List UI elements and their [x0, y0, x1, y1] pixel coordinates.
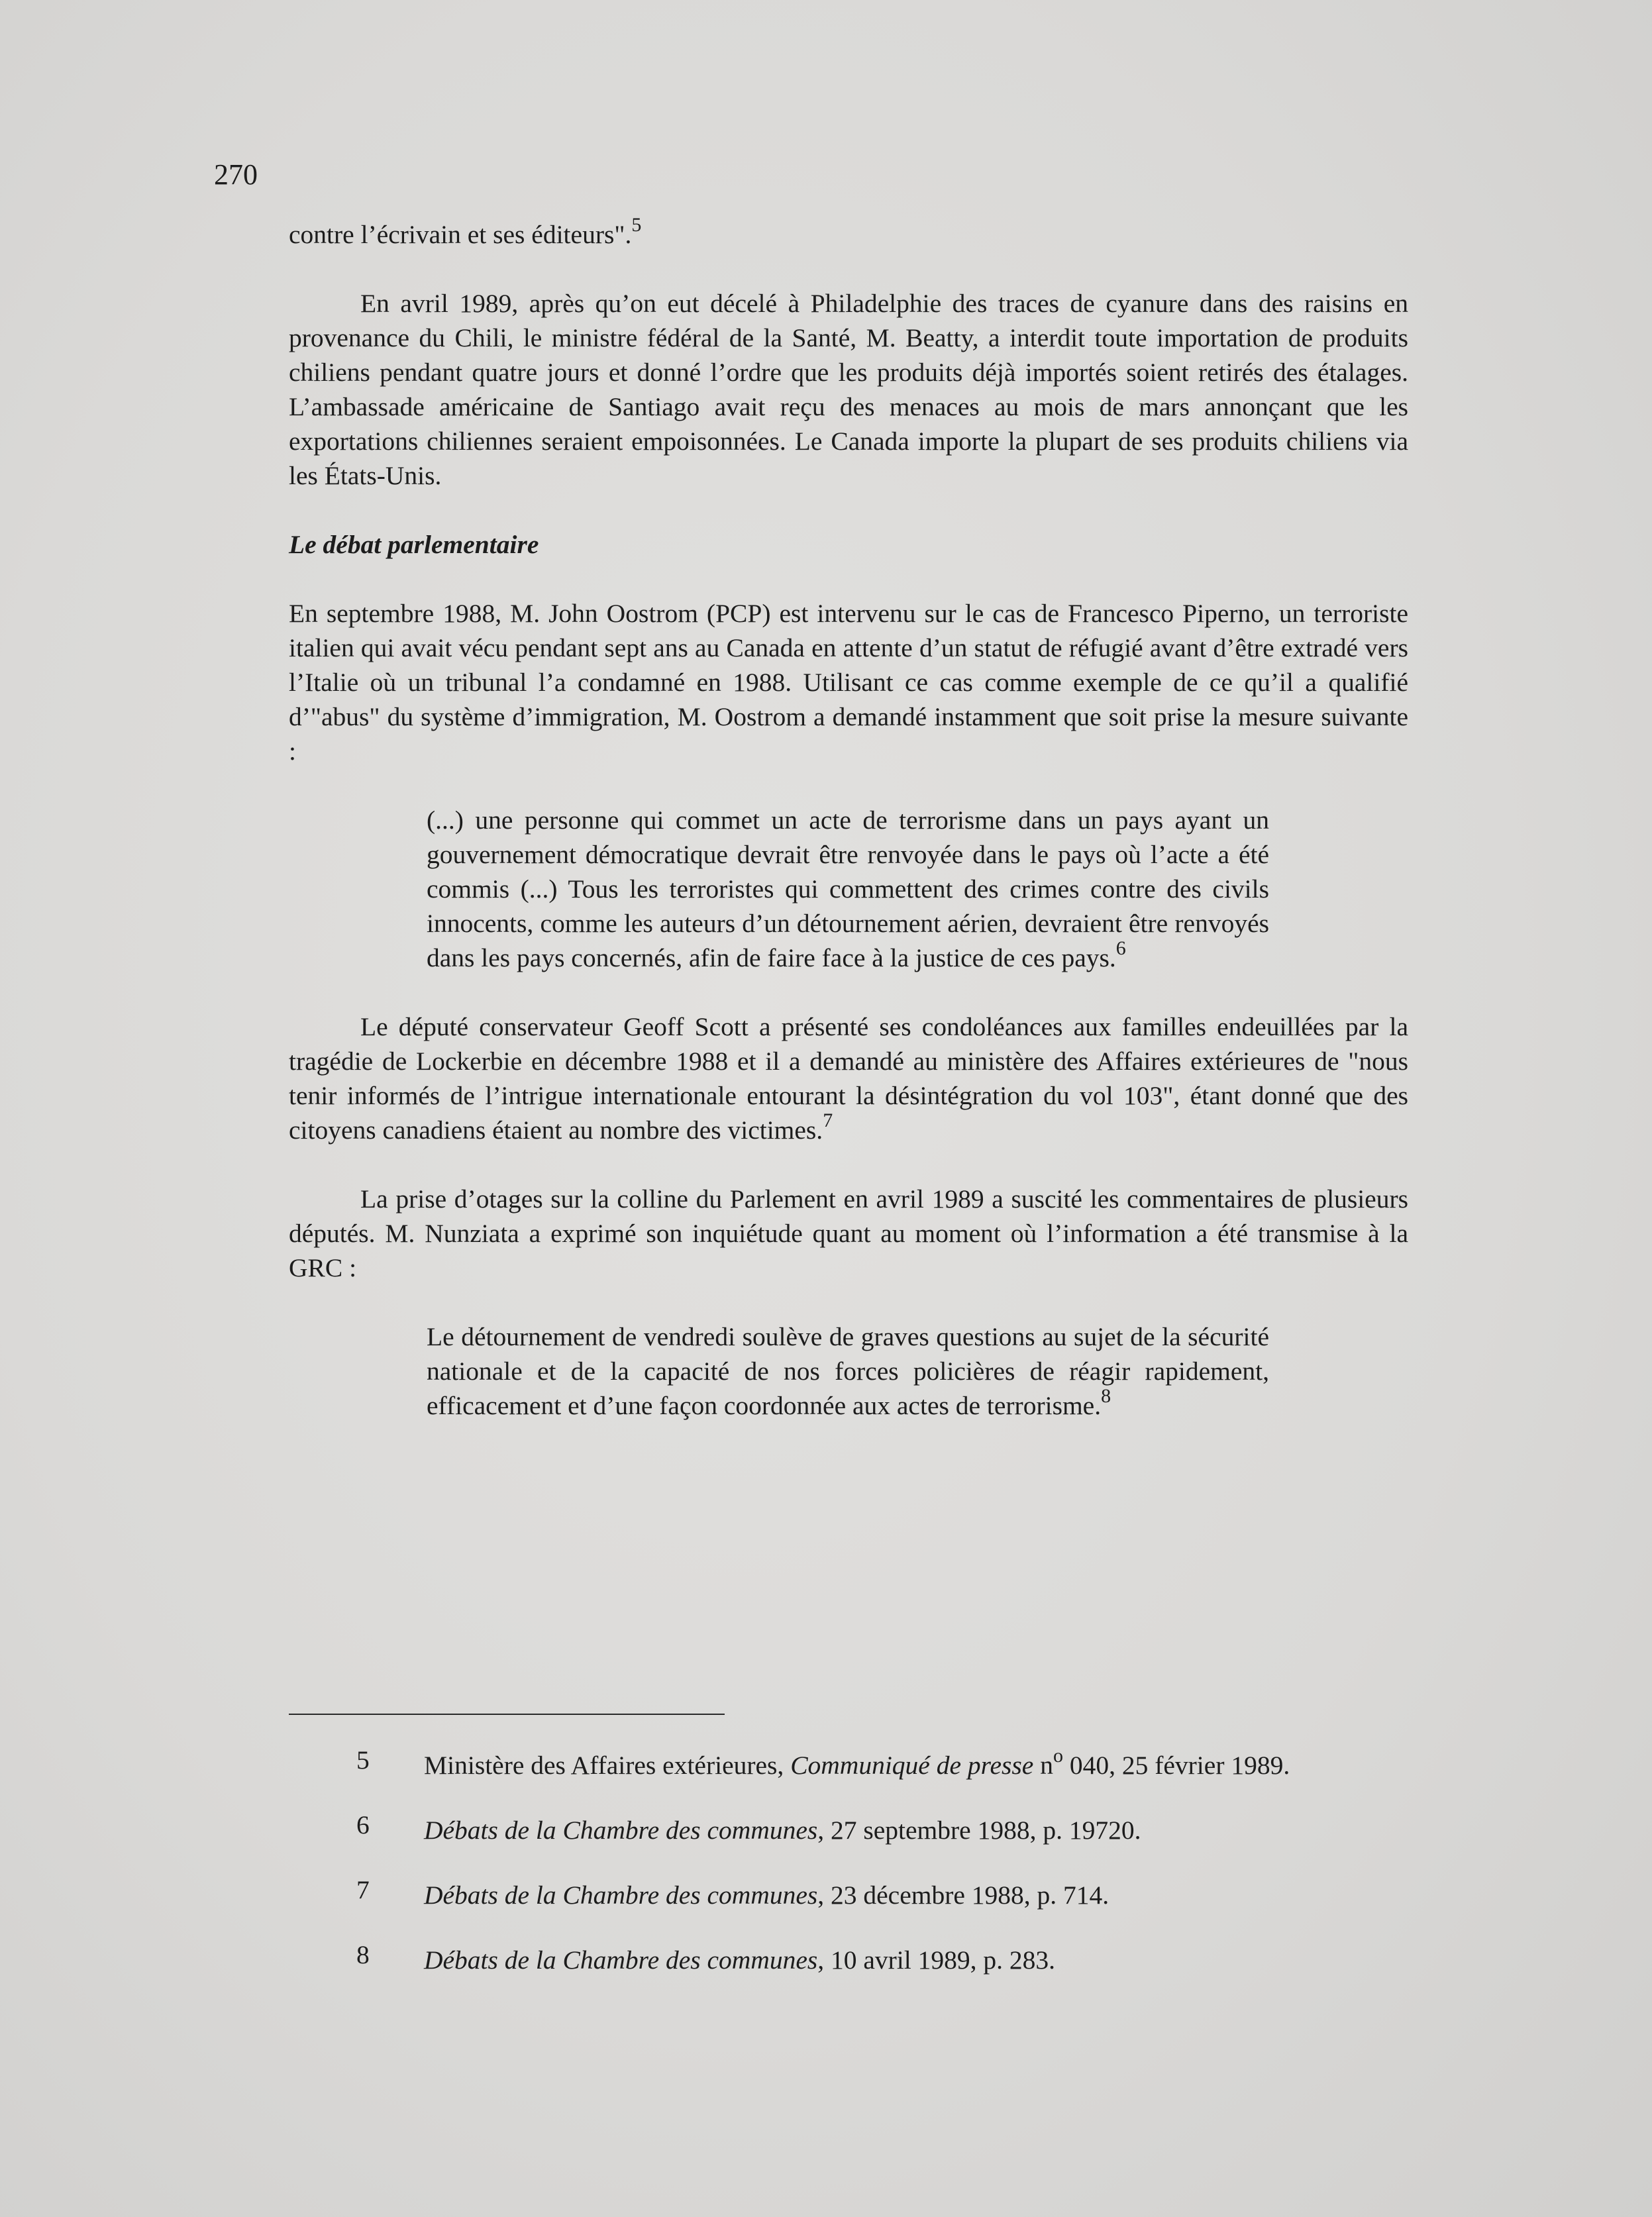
paragraph-cyanide: En avril 1989, après qu’on eut décelé à Philadelphie des traces de cyanure dans des raisins en provenance du Chili, le ministre fédéral de la Santé, M. Beatty, a interdit toute importation de produits chiliens pendant quatre jours et donné l’ordre que les produits déjà importés soient retirés des étalages. L’ambassade américaine de Santiago avait reçu des menaces au mois de mars annonçant que les exportations chiliennes seraient empoisonnées. Le Canada importe la plupart de ses produits chiliens via les États-Unis.	[289, 289, 1408, 490]
footnote-6	[289, 1810, 1408, 1847]
footnote-7	[289, 1875, 1408, 1912]
footnote-detail: 040, 25 février 1989.	[1062, 1751, 1290, 1780]
page-number: 270	[214, 158, 258, 191]
footnote-5	[289, 1744, 1408, 1782]
block-quote-nunziata	[427, 1319, 1269, 1423]
footnotes-section	[289, 1744, 1408, 2008]
footnote-number: 8	[356, 1940, 370, 1969]
opening-line	[289, 213, 1408, 252]
quote-nunziata-text: Le détournement de vendredi soulève de graves questions au sujet de la sécurité nationale et de la capacité de nos forces policières de réagir rapidement, efficacement et d’une façon coordonnée aux actes de terrorisme.	[427, 1322, 1269, 1420]
footnote-8	[289, 1940, 1408, 1977]
section-heading: Le débat parlementaire	[289, 530, 539, 559]
footnote-divider	[289, 1714, 725, 1715]
footnote-ref-8[interactable]: 8	[1101, 1384, 1111, 1407]
paragraph-scott	[289, 1009, 1408, 1147]
footnote-title: Débats de la Chambre des communes	[424, 1816, 818, 1845]
opening-text: contre l’écrivain et ses éditeurs".	[289, 220, 632, 249]
footnote-detail-pre: n	[1033, 1751, 1053, 1780]
footnote-ref-6[interactable]: 6	[1115, 937, 1126, 959]
quote-oostrom-text: (...) une personne qui commet un acte de terrorisme dans un pays ayant un gouvernement démocratique devrait être renvoyée dans le pays où l’acte a été commis (...) Tous les terroristes qui commettent des crimes contre des civils innocents, comme les auteurs d’un détournement aérien, devraient être renvoyés dans les pays concernés, afin de faire face à la justice de ces pays.	[427, 805, 1269, 972]
footnote-number: 5	[356, 1745, 370, 1775]
paragraph-scott-text: Le député conservateur Geoff Scott a présenté ses condoléances aux familles endeuillées par la tragédie de Lockerbie en décembre 1988 et il a demandé au ministère des Affaires extérieures de "nous tenir informés de l’intrigue internationale entourant la désintégration du vol 103", étant donné que des citoyens canadiens étaient au nombre des victimes.	[289, 1012, 1408, 1145]
footnote-superscript: o	[1053, 1744, 1063, 1767]
block-quote-oostrom	[427, 803, 1269, 975]
footnote-detail: , 23 décembre 1988, p. 714.	[817, 1881, 1110, 1910]
footnote-title: Débats de la Chambre des communes	[424, 1945, 818, 1975]
footnote-number: 6	[356, 1810, 370, 1839]
footnote-title: Débats de la Chambre des communes	[424, 1881, 818, 1910]
footnote-ref-7[interactable]: 7	[823, 1109, 833, 1131]
paragraph-hostage: La prise d’otages sur la colline du Parlement en avril 1989 a suscité les commentaires de plusieurs députés. M. Nunziata a exprimé son inquiétude quant au moment où l’information a été transmise à la GRC :	[289, 1184, 1408, 1282]
footnote-title: Communiqué de presse	[790, 1751, 1034, 1780]
body-text	[289, 213, 1408, 1457]
paragraph-oostrom: En septembre 1988, M. John Oostrom (PCP) est intervenu sur le cas de Francesco Piperno, un terroriste italien qui avait vécu pendant sept ans au Canada en attente d’un statut de réfugié avant d’être extradé vers l’Italie où un tribunal l’a condamné en 1988. Utilisant ce cas comme exemple de ce qu’il a qualifié d’"abus" du système d’immigration, M. Oostrom a demandé instamment que soit prise la mesure suivante :	[289, 599, 1408, 766]
footnote-detail: , 27 septembre 1988, p. 19720.	[817, 1816, 1141, 1845]
footnote-ref-5[interactable]: 5	[631, 213, 642, 236]
footnote-number: 7	[356, 1875, 370, 1904]
footnote-detail: , 10 avril 1989, p. 283.	[817, 1945, 1056, 1975]
footnote-source: Ministère des Affaires extérieures,	[424, 1751, 784, 1780]
